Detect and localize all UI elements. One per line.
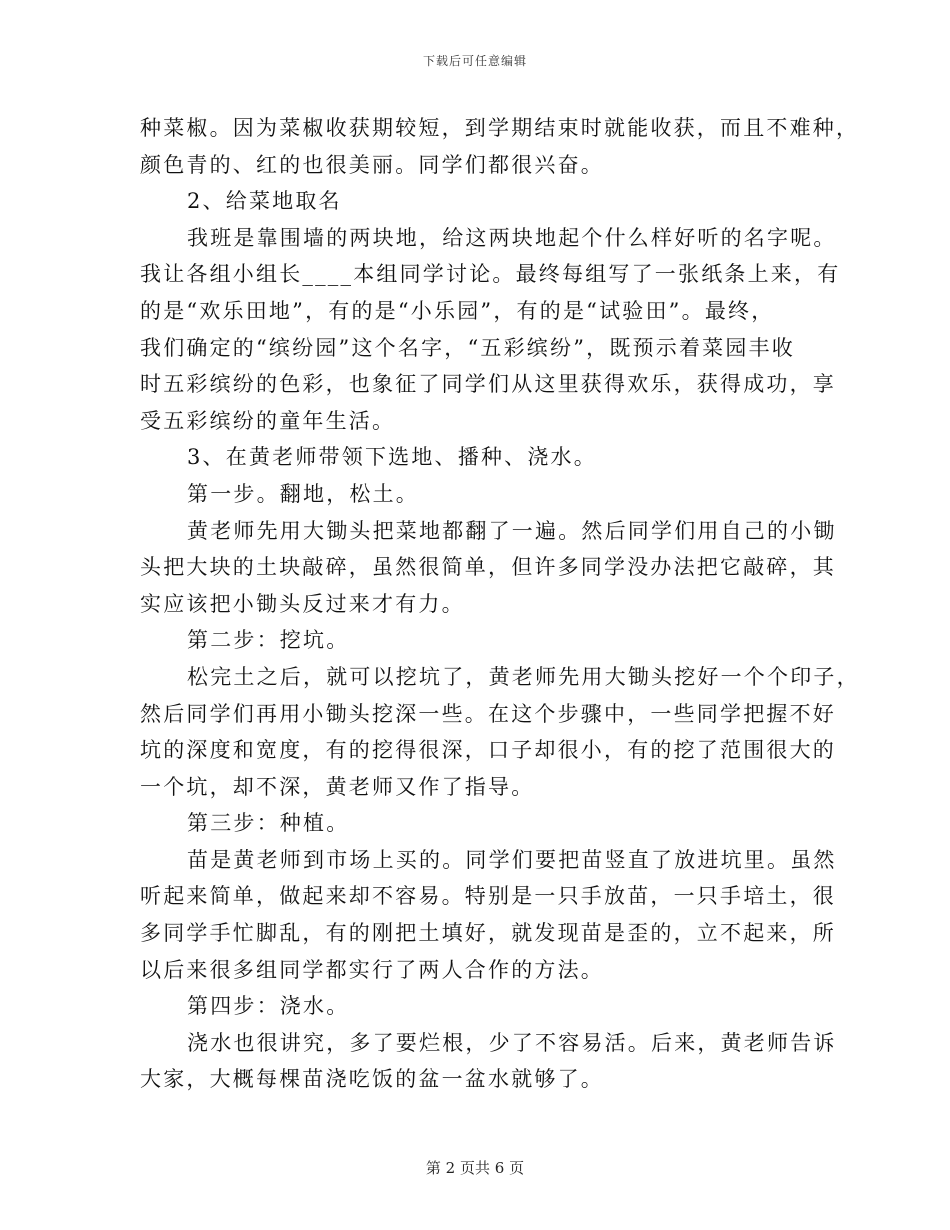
page-number: 第 2 页共 6 页 <box>425 1159 525 1177</box>
paragraph-line: 松完土之后，就可以挖坑了，黄老师先用大锄头挖好一个个印子， <box>187 664 860 689</box>
paragraph-line: 我班是靠围墙的两块地，给这两块地起个什么样好听的名字呢。 <box>187 225 837 250</box>
paragraph-line: 大家，大概每棵苗浇吃饭的盆一盆水就够了。 <box>140 1067 604 1092</box>
paragraph-line: 实应该把小锄头反过来才有力。 <box>140 591 465 616</box>
section-heading: 2、给菜地取名 <box>187 189 342 214</box>
paragraph-line: 一个坑，却不深，黄老师又作了指导。 <box>140 774 535 799</box>
paragraph-line: 头把大块的土块敲碎，虽然很简单，但许多同学没办法把它敲碎，其 <box>140 555 836 580</box>
page-header <box>0 52 950 69</box>
paragraph-line: 听起来简单，做起来却不容易。特别是一只手放苗，一只手培土，很 <box>140 884 836 909</box>
header-note: 下载后可任意编辑 <box>422 54 527 68</box>
step-heading: 第四步：浇水。 <box>187 994 350 1019</box>
paragraph-line: 的是“欢乐田地”，有的是“小乐园”，有的是“试验田”。最终， <box>140 298 775 323</box>
step-heading: 第二步：挖坑。 <box>187 628 350 653</box>
section-heading: 3、在黄老师带领下选地、播种、浇水。 <box>187 445 597 470</box>
paragraph-line: 浇水也很讲究，多了要烂根，少了不容易活。后来，黄老师告诉 <box>187 1030 837 1055</box>
paragraph-line: 颜色青的、红的也很美丽。同学们都很兴奋。 <box>140 152 604 177</box>
paragraph-line: 时五彩缤纷的色彩，也象征了同学们从这里获得欢乐，获得成功，享 <box>140 372 836 397</box>
step-heading: 第三步：种植。 <box>187 811 350 836</box>
page-footer <box>0 1157 950 1178</box>
paragraph-line: 我们确定的“缤纷园”这个名字，“五彩缤纷”，既预示着菜园丰收 <box>140 335 795 360</box>
paragraph-line: 以后来很多组同学都实行了两人合作的方法。 <box>140 957 604 982</box>
paragraph-line: 种菜椒。因为菜椒收获期较短，到学期结束时就能收获，而且不难种， <box>140 116 860 140</box>
paragraph-line: 黄老师先用大锄头把菜地都翻了一遍。然后同学们用自己的小锄 <box>187 518 837 543</box>
step-heading: 第一步。翻地，松土。 <box>187 481 419 506</box>
document-body <box>140 110 860 1098</box>
paragraph-line: 然后同学们再用小锄头挖深一些。在这个步骤中，一些同学把握不好 <box>140 701 836 726</box>
paragraph-line: 受五彩缤纷的童年生活。 <box>140 408 396 433</box>
paragraph-line: 苗是黄老师到市场上买的。同学们要把苗竖直了放进坑里。虽然 <box>187 847 837 872</box>
paragraph-line: 我让各组小组长____本组同学讨论。最终每组写了一张纸条上来，有 <box>140 262 841 287</box>
paragraph-line: 坑的深度和宽度，有的挖得很深，口子却很小，有的挖了范围很大的 <box>140 738 836 763</box>
paragraph-line: 多同学手忙脚乱，有的刚把土填好，就发现苗是歪的，立不起来，所 <box>140 921 836 946</box>
